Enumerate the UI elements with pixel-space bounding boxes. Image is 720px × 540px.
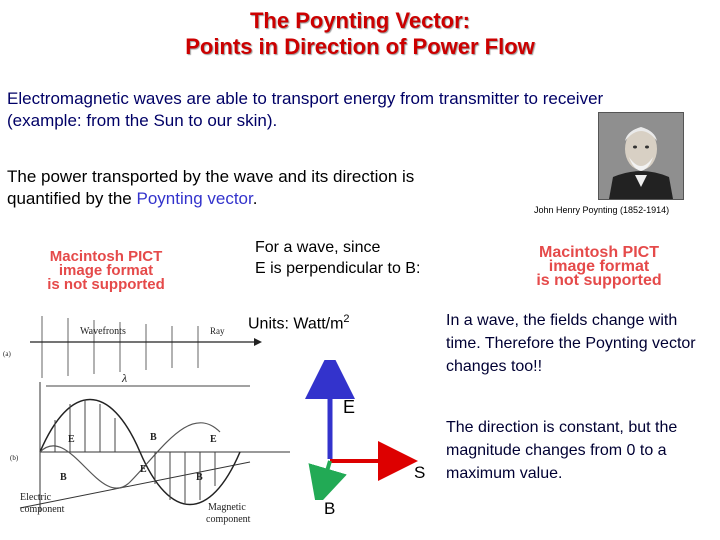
figure-wavefronts-label: Wavefronts bbox=[80, 326, 126, 337]
figure-e-label: E bbox=[68, 434, 75, 445]
figure-electric-label: Electric bbox=[20, 492, 52, 503]
wave-statement bbox=[255, 237, 420, 279]
pict-line: image format bbox=[58, 262, 154, 279]
units-exponent: 2 bbox=[343, 313, 350, 325]
figure-lambda-label: λ bbox=[122, 371, 128, 385]
units-text: Units: Watt/m bbox=[248, 315, 344, 333]
pict-line: is not supported bbox=[536, 272, 662, 289]
poynting-portrait bbox=[598, 112, 684, 200]
power-period: . bbox=[252, 189, 258, 208]
label-b: B bbox=[324, 499, 336, 518]
pict-line: Macintosh PICT bbox=[538, 244, 659, 261]
pict-line: Macintosh PICT bbox=[49, 248, 163, 265]
figure-magnetic-label: Magnetic bbox=[208, 502, 246, 513]
direction-constant-text: The direction is constant, but the magnitude changes from 0 to a maximum value. bbox=[446, 419, 678, 482]
photo-caption: John Henry Poynting (1852-1914) bbox=[534, 205, 670, 215]
figure-ray-label: Ray bbox=[210, 326, 225, 336]
fields-change-text: In a wave, the fields change with time. Therefore the Poynting vector changes too!! bbox=[446, 312, 696, 375]
figure-e-label: E bbox=[210, 434, 217, 445]
wave-line-1: For a wave, since bbox=[255, 239, 381, 256]
pict-line: image format bbox=[548, 258, 650, 275]
figure-b-label: B bbox=[60, 472, 67, 483]
figure-e-label: E bbox=[140, 464, 147, 475]
power-text: The power transported by the wave and its direction is quantified by the bbox=[7, 167, 415, 208]
title-line-2: Points in Direction of Power Flow bbox=[185, 34, 535, 59]
label-e: E bbox=[343, 397, 356, 417]
b-vector-arrow bbox=[322, 461, 330, 488]
label-s: S bbox=[414, 463, 426, 482]
slide-title bbox=[0, 8, 720, 60]
title-line-1: The Poynting Vector: bbox=[249, 8, 471, 33]
intro-paragraph: Electromagnetic waves are able to transport energy from transmitter to receiver (example: from the Sun to our skin). bbox=[7, 89, 604, 130]
pict-placeholder-right bbox=[498, 246, 700, 288]
figure-part-a: (a) bbox=[3, 350, 11, 358]
figure-magnetic-label-2: component bbox=[206, 514, 251, 525]
figure-b-label: B bbox=[150, 432, 157, 443]
figure-b-label: B bbox=[196, 472, 203, 483]
pict-line: is not supported bbox=[47, 276, 165, 293]
power-paragraph bbox=[7, 166, 477, 210]
figure-part-b: (b) bbox=[10, 454, 19, 462]
poynting-vector-term: Poynting vector bbox=[136, 189, 253, 208]
figure-electric-label-2: component bbox=[20, 504, 65, 515]
wave-line-2: E is perpendicular to B: bbox=[255, 260, 421, 277]
pict-placeholder-left bbox=[22, 250, 190, 292]
em-wave-figure bbox=[0, 312, 300, 540]
